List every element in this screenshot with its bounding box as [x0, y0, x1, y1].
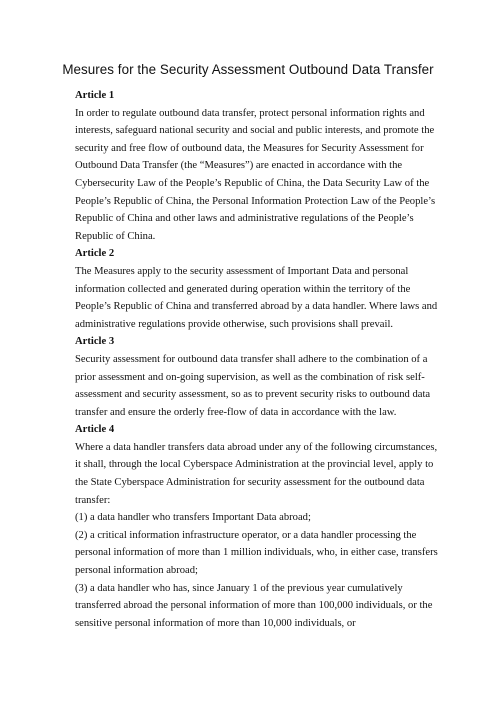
text-line: People’s Republic of China, the Personal Information Protection Law of the People’s: [75, 195, 436, 207]
text-line: sensitive personal information of more than 10,000 individuals, or: [75, 617, 356, 629]
article-heading: Article 3: [75, 336, 115, 348]
text-line: Republic of China and other laws and administrative regulations of the People’s: [75, 213, 414, 225]
text-line: personal information abroad;: [75, 565, 198, 577]
list-item: (2) a critical information infrastructure operator, or a data handler processing the: [75, 529, 417, 541]
text-line: administrative regulations provide otherwise, such provisions shall prevail.: [75, 318, 394, 330]
article-heading: Article 2: [75, 248, 115, 260]
text-line: assessment and security assessment, so as to prevent security risks to outbound data: [75, 389, 431, 401]
text-line: security and free flow of outbound data, the Measures for Security Assessment for: [75, 142, 424, 154]
text-line: it shall, through the local Cyberspace Administration at the provincial level, apply to: [75, 459, 434, 471]
text-line: The Measures apply to the security assessment of Important Data and personal: [75, 265, 409, 277]
text-line: Republic of China.: [75, 230, 156, 242]
article-heading: Article 4: [75, 424, 115, 436]
text-line: personal information of more than 1 million individuals, who, in either case, transfers: [75, 547, 438, 559]
list-item: (3) a data handler who has, since January 1 of the previous year cumulatively: [75, 582, 403, 594]
document-title: Mesures for the Security Assessment Outbound Data Transfer: [62, 62, 434, 77]
text-line: transfer:: [75, 494, 111, 506]
text-line: information collected and generated during operation within the territory of the: [75, 283, 411, 295]
text-line: transfer and ensure the orderly free-flow of data in accordance with the law.: [75, 406, 397, 418]
text-line: Security assessment for outbound data transfer shall adhere to the combination of a: [75, 353, 428, 365]
document-body: [75, 87, 438, 632]
text-line: People’s Republic of China and transferred abroad by a data handler. Where laws and: [75, 301, 438, 313]
text-line: prior assessment and on-going supervision, as well as the combination of risk self-: [75, 371, 425, 383]
text-line: In order to regulate outbound data transfer, protect personal information rights and: [75, 107, 425, 119]
text-line: Cybersecurity Law of the People’s Republic of China, the Data Security Law of the: [75, 177, 430, 189]
article-heading: Article 1: [75, 90, 115, 101]
text-line: Where a data handler transfers data abroad under any of the following circumstances,: [75, 441, 438, 453]
text-line: transferred abroad the personal information of more than 100,000 individuals, or the: [75, 600, 433, 612]
text-line: the State Cyberspace Administration for security assessment for the outbound data: [75, 477, 425, 489]
text-line: interests, safeguard national security and social and public interests, and promote the: [75, 125, 435, 137]
text-line: Outbound Data Transfer (the “Measures”) are enacted in accordance with the: [75, 160, 403, 172]
list-item: (1) a data handler who transfers Important Data abroad;: [75, 512, 311, 524]
